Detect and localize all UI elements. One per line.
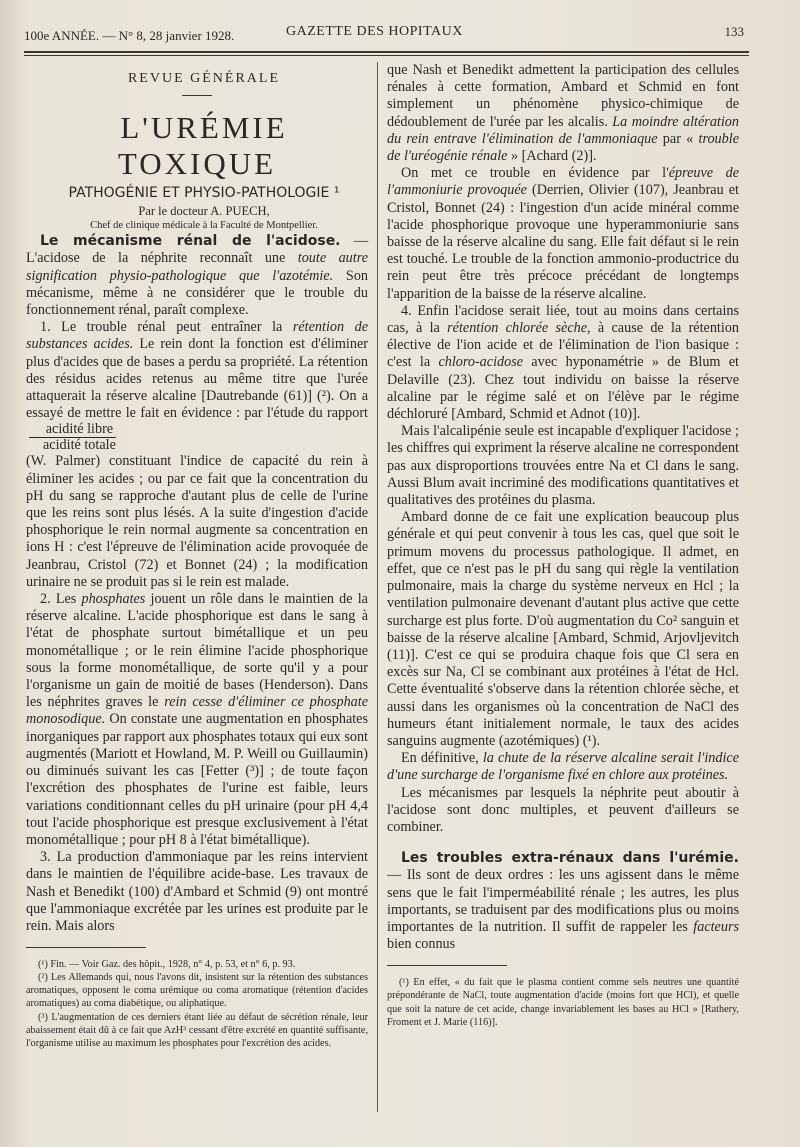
footnote: (³) L'augmentation de ces derniers étant liée au défaut de sécrétion rénale, leur abaissement était dû à ce fait que AzH³ cessant d'être excrété en quantité suffisante, l'organisme utilise au maximum les phosphates pour l'excrétion des acides. [26,1011,368,1049]
footnote: (²) Les Allemands qui, nous l'avons dit, insistent sur la rétention des substances aromatiques, opposent le coma urémique ou coma aromatique (rétention d'acides aromatiques) au coma diabétique, ou aliphatique. [26,972,368,1010]
paragraph: Le mécanisme rénal de l'acidose. — L'acidose de la néphrite reconnaît une toute autre signification physio-pathologique que l'azotémie. Son mécanisme, même à ne considérer que le trouble du fonctionnement rénal, paraît complexe. [26,233,369,319]
running-header [24,24,744,46]
footnote: (¹) En effet, « du fait que le plasma contient comme sels neutres une quantité prépondérante de NaCl, toute augmentation d'acide (moins fort que HCl), et quelle que soit la nature de cet acide, change invariablement les bases au HCl » [Rathery, Froment et J. Marie (116)]. [387,977,739,1028]
paragraph: En définitive, la chute de la réserve alcaline serait l'indice d'une surcharge de l'organisme fixé en chlore aux protéines. [387,750,739,784]
header-rule [24,51,749,53]
footnotes [26,958,368,1050]
article-title: L'URÉMIE TOXIQUE [117,110,288,182]
paragraph: Mais l'alcalipénie seule est incapable d'expliquer l'acidose ; les chiffres qui expriment la réserve alcaline ne correspondent pas aux disproportions trouvées entre Na et Cl dans le sang. Aussi Blum avait incriminé des modifications quantitatives et qualitatives des protéines du plasma. [387,423,739,509]
article-author: Par le docteur A. PUECH, [138,204,270,219]
paragraph: On met ce trouble en évidence par l'épreuve de l'ammoniurie provoquée (Derrien, Olivier (107), Jeanbrau et Cristol, Bonnet (24) : l'ingestion d'un acide minéral comme l'acide phosphorique provoque une hyperammoniurie sans baisse de la réserve alcaline du sang. Elle fait défaut si le rein est touché. Le trouble de la fonction ammonio-productrice du rein peut être très précoce précédant de longtemps l'apparition de la baisse de la réserve alcaline. [387,165,740,302]
footnote-rule [387,965,507,966]
footnotes [387,976,739,1028]
paragraph: 3. La production d'ammoniaque par les reins intervient dans le maintien de l'équilibre acide-base. Les travaux de Nash et Benedikt (100) d'Ambard et Schmid (9) ont montré que l'ammoniaque excrétée par les urines est produite par le rein. Mais alors [26,849,368,934]
author-affiliation: Chef de clinique médicale à la Faculté de Montpellier. [90,220,318,232]
header-rule-thin [24,55,749,56]
journal-name: GAZETTE DES HOPITAUX [286,24,463,39]
page-number: 133 [724,24,744,39]
right-column [387,62,739,1029]
column-divider [377,62,378,1112]
paragraph: Les mécanismes par lesquels la néphrite peut aboutir à l'acidose sont donc multiples, et peuvent d'ailleurs se combiner. [387,784,739,835]
ratio-fraction: $\frac{\text{acidité libre}}{\text{acidité totale}}$ [29,422,116,453]
section-heading: Les troubles extra-rénaux dans l'urémie. [401,850,739,867]
paragraph: Ambard donne de ce fait une explication beaucoup plus générale et qui peut convenir à tous les cas, quel que soit le primum movens du processus pathologique. Il admet, en effet, que ce n'est pas le pH du sang qui règle la ventilation pulmonaire, mais la charge du système nerveux en Hcl ; la ventilation pulmonaire devenant d'autant plus active que cette surcharge est plus forte. D'où augmentation du Co² sanguin et baisse de la réserve alcaline [Ambard, Schmid, Arjovljevitch (11)]. C'est ce qui se produira chaque fois que Cl sera en excès sur Na, Cl se combinant aux protéines à l'état de Hcl. Cette éventualité s'observe dans la rétention chlorée sèche, et aussi dans les organismes où la concentration de NaCl des humeurs étant initialement normale, le taux des acides sanguins augmente (azotémiques) (¹). [387,509,739,749]
paragraph: 2. Les phosphates jouent un rôle dans le maintien de la réserve alcaline. L'acide phosphorique est dans le sang à l'état de phosphate surtout bimétallique et un peu monométallique ; or le rein élimine l'acide phosphorique sous la forme monométallique, de sorte qu'il y a pour l'organisme un gain de moitié de bases (Henderson). Dans les néphrites graves le rein cesse d'éliminer ce phosphate monosodique. On constate une augmentation en phosphates inorganiques par rapport aux phosphates totaux qui eux sont augmentés (Mariott et Howland, M. P. Weill ou Guillaumin) ou diminués suivant les cas [Fetter (³)] ; de toute façon l'excrétion des phosphates de l'urine est faible, leurs variations conditionnant celles du pH urinaire (pour pH 4,4 tout l'acide phosphorique est presque exclusivement à l'état monométallique ; pour pH 8 à l'état bimétallique). [26,591,368,848]
section-label: REVUE GÉNÉRALE [127,71,281,86]
section-rule [182,95,212,96]
paragraph: Les troubles extra-rénaux dans l'urémie. — Ils sont de deux ordres : les uns agissent dans le même sens que le fait l'imperméabilité rénale ; les autres, les plus importants, se traduisent par des modifications plus ou moins importantes de la nutrition. Il suffit de rappeler les facteurs bien connus [387,850,739,953]
left-column [26,70,368,1050]
issue-info: 100e ANNÉE. — N° 8, 28 janvier 1928. [24,28,235,43]
paragraph: (W. Palmer) constituant l'indice de capacité du rein à éliminer les acides ; ou par ce fait que la concentration du pH du sang se rapproche d'autant plus de celle de l'urine que les reins sont plus lésés. A la suite d'ingestion d'acide phosphorique le rein normal augmente sa concentration en ions H : c'est l'épreuve de l'élimination acide provoquée de Jeanbrau, Cristol (72) et Bonnet (24) ; la modification urinaire ne se produit pas si le rein est malade. [26,453,368,590]
article-subtitle: PATHOGÉNIE ET PHYSIO-PATHOLOGIE ¹ [68,185,340,202]
paragraph: 1. Le trouble rénal peut entraîner la rétention de substances acides. Le rein dont la fonction est d'éliminer plus d'acides que de bases a perdu sa propriété. La rétention des résidus acides retenus au même titre que l'urée attaquerait la réserve alcaline [Dautrebande (61)] (²). On a essayé de mettre le fait en évidence : par l'étude du rapport $\frac{\text{acidité libre}}{\text{acidité totale}}$ [26,319,368,454]
section-heading: Le mécanisme rénal de l'acidose. [40,233,341,250]
paragraph: 4. Enfin l'acidose serait liée, tout au moins dans certains cas, à la rétention chlorée sèche, à cause de la rétention élective de l'ion acide et de l'élimination de l'ion basique : c'est la chloro-acidose avec hyponamétrie » de Blum et Delaville (23). Chez tout individu on baisse la réserve alcaline par le régime salé et on l'élève par le régime déchloruré [Ambard, Schmid et Adnot (10)]. [387,302,740,423]
paragraph: que Nash et Benedikt admettent la participation des cellules rénales à cette formation, Ambard et Schmid en font simplement un phénomène physico-chimique de dédoublement de l'urée par les alcalis. La moindre altération du rein entrave l'élimination de l'ammoniaque par « trouble de l'uréogénie rénale » [Achard (2)]. [387,62,739,165]
footnote-rule [26,947,146,948]
footnote: (¹) Fin. — Voir Gaz. des hôpit., 1928, n° 4, p. 53, et n° 6, p. 93. [38,959,296,971]
